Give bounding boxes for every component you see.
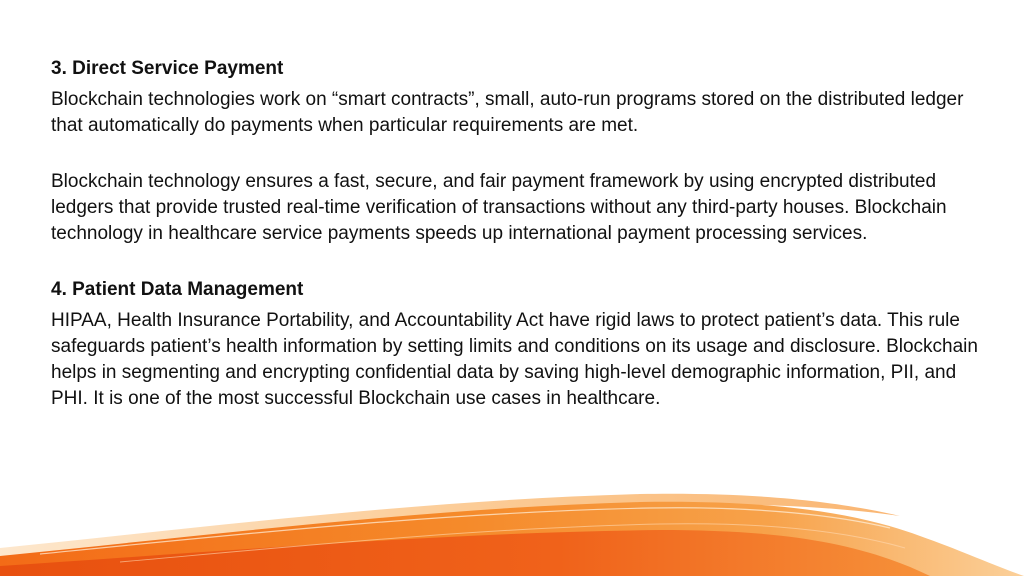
decorative-orange-wave bbox=[0, 476, 1024, 576]
paragraph-payment-framework: Blockchain technology ensures a fast, secure, and fair payment framework by using encrypted distributed ledgers that provide trusted real-time verification of transactions without any third-party houses. Blockchain technology in healthcare service payments speeds up international payment processing services. bbox=[51, 171, 947, 244]
paragraph-smart-contracts: Blockchain technologies work on “smart contracts”, small, auto-run programs stored on the distributed ledger that automatically do payments when particular requirements are met. bbox=[51, 89, 964, 136]
slide-content bbox=[51, 56, 986, 412]
paragraph-hipaa: HIPAA, Health Insurance Portability, and Accountability Act have rigid laws to protect patient’s data. This rule safeguards patient’s health information by setting limits and conditions on its usage and disclosure. Blockchain helps in segmenting and encrypting confidential data by saving high-level demographic information, PII, and PHI. It is one of the most successful Blockchain use cases in healthcare. bbox=[51, 310, 978, 409]
section-heading-patient-data-management: 4. Patient Data Management bbox=[51, 279, 304, 300]
section-heading-direct-service-payment: 3. Direct Service Payment bbox=[51, 58, 284, 79]
